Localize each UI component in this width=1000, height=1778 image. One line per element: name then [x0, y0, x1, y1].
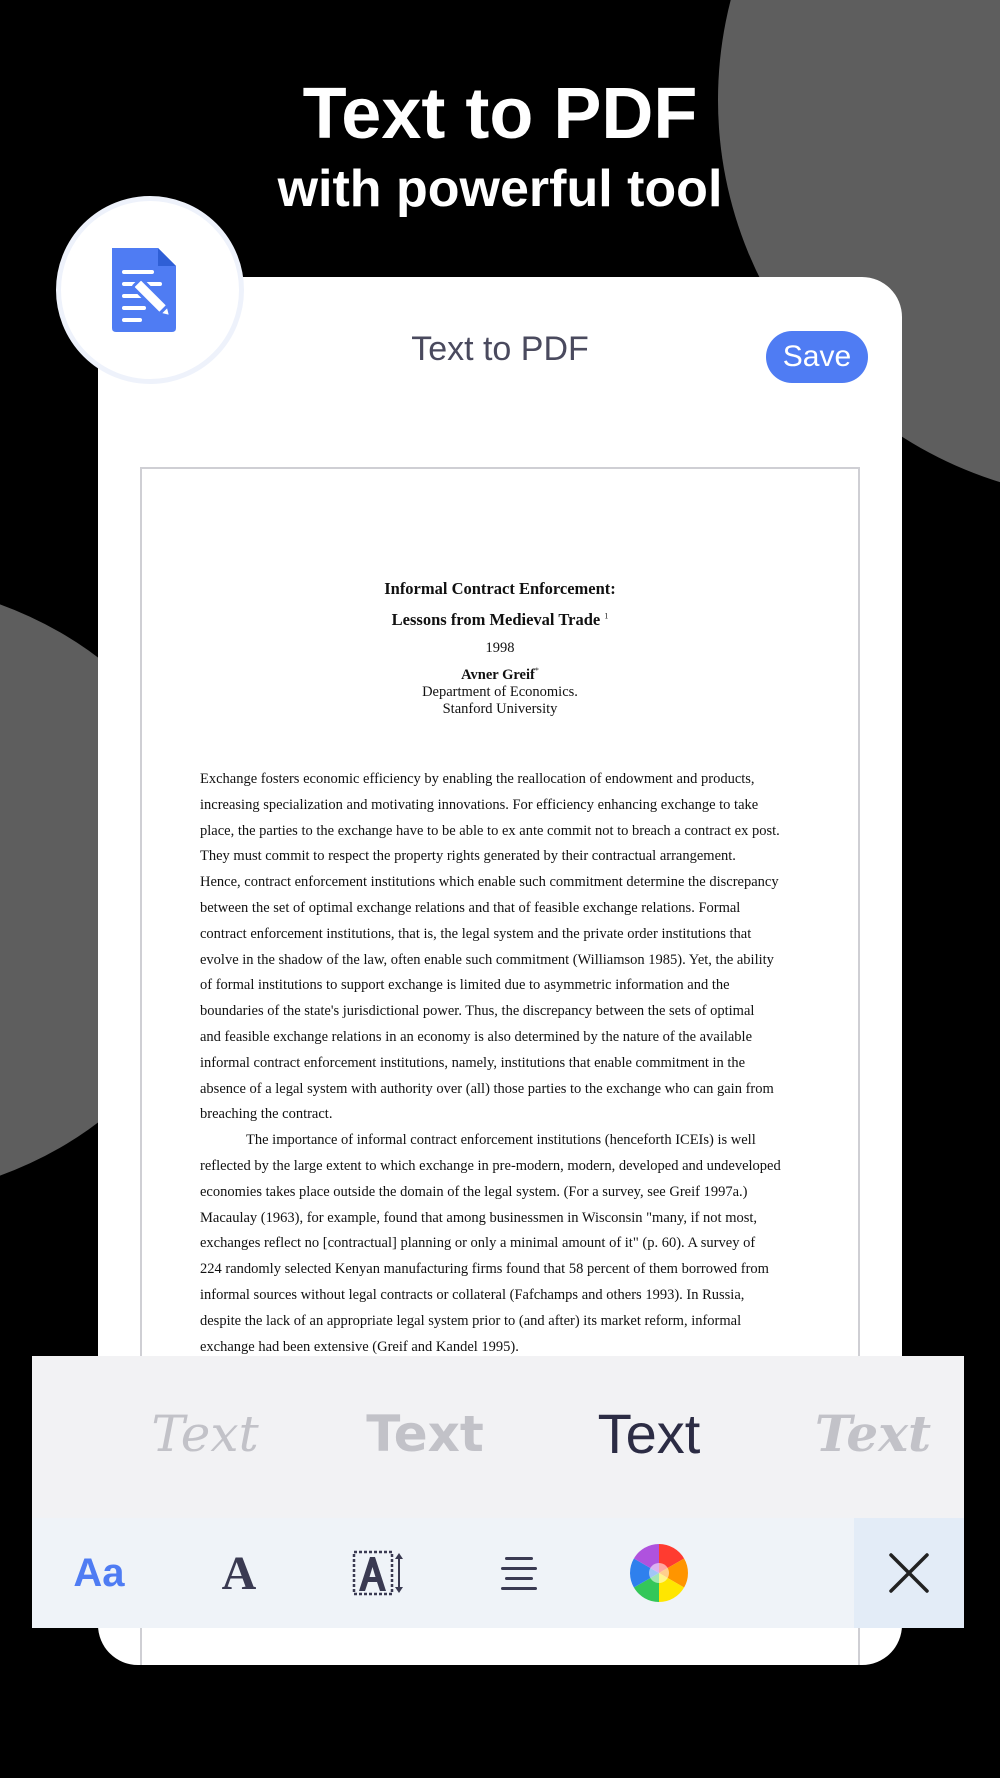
- document-title-line-2: Lessons from Medieval Trade $^1$: [391, 610, 609, 629]
- text-line: of formal institutions to support exchange is limited due to asymmetric information and the: [200, 977, 730, 994]
- text-line: breaching the contract.: [200, 1106, 333, 1123]
- text-line: place, the parties to the exchange have to be able to ex ante commit not to breach a contract ex post.: [200, 822, 780, 839]
- text-line: boundaries of the state's jurisdictional power. Thus, the discrepancy between the sets of optimal: [200, 1003, 755, 1020]
- text-line: informal sources without legal contracts or collateral (Fafchamps and others 1993). In Russia,: [200, 1286, 745, 1303]
- text-line: reflected by the large extent to which exchange in pre-modern, modern, developed and undeveloped: [200, 1157, 781, 1174]
- document-year: 1998: [485, 640, 515, 656]
- hero-subtitle: with powerful tool: [277, 160, 723, 218]
- close-icon: [887, 1551, 931, 1595]
- footnote-marker: 1: [604, 611, 609, 621]
- document-edit-icon: [104, 244, 196, 336]
- document-title-line-1: Informal Contract Enforcement:: [384, 579, 616, 598]
- text-line: absence of a legal system with authority over (all) those parties to the exchange who can gain from: [200, 1080, 774, 1097]
- font-button[interactable]: Aa: [73, 1550, 125, 1595]
- document-department: Department of Economics.: [422, 684, 578, 700]
- hero-title: Text to PDF: [302, 74, 698, 154]
- text-line: The importance of informal contract enforcement institutions (henceforth ICEIs) is well: [246, 1132, 756, 1149]
- close-button[interactable]: [854, 1518, 964, 1628]
- document-body: [200, 767, 800, 1360]
- text-line: Exchange fosters economic efficiency by enabling the reallocation of endowment and products,: [200, 771, 755, 787]
- align-button[interactable]: [474, 1518, 564, 1628]
- text-line: evolve in the shadow of the law, often enable such commitment (Williamson 1985). Yet, the ability: [200, 951, 774, 968]
- text-line: and feasible exchange relations in an economy is also determined by the nature of the available: [200, 1028, 752, 1045]
- color-button[interactable]: [614, 1518, 704, 1628]
- document-author: Avner Greif*: [461, 666, 539, 683]
- save-button[interactable]: Save: [766, 331, 868, 383]
- font-style-option-bold-italic[interactable]: Text: [814, 1404, 932, 1463]
- text-line: exchanges reflect no [contractual] planning or only a minimal amount of it" (p. 60). A survey of: [200, 1235, 756, 1252]
- text-line: exchange had been extensive (Greif and Kandel 1995).: [200, 1338, 519, 1355]
- font-style-option-regular-selected[interactable]: Text: [597, 1402, 701, 1465]
- font-style-picker: [32, 1356, 964, 1518]
- text-line: between the set of optimal exchange relations and that of feasible exchange relations. Formal: [200, 899, 741, 916]
- text-line: They must commit to respect the property rights generated by their contractual arrangement.: [200, 848, 736, 865]
- color-wheel-icon: [630, 1544, 688, 1602]
- text-line: despite the lack of an appropriate legal system prior to (and after) its market reform, informal: [200, 1312, 742, 1329]
- text-line: Hence, contract enforcement institutions which enable such commitment determine the discrepancy: [200, 874, 779, 891]
- text-line: 224 randomly selected Kenyan manufacturing firms found that 58 percent of them borrowed from: [200, 1261, 769, 1278]
- text-line: informal contract enforcement institutions, namely, institutions that enable commitment in the: [200, 1054, 746, 1071]
- page-title: Text to PDF: [411, 330, 589, 368]
- text-line: contract enforcement institutions, that is, the legal system and the private order institutions that: [200, 925, 752, 942]
- text-format-toolbar: [32, 1356, 964, 1628]
- app-badge: [56, 196, 244, 384]
- author-marker: *: [534, 666, 539, 675]
- text-size-icon: [351, 1547, 407, 1599]
- text-line: Macaulay (1963), for example, found that among businessmen in Wisconsin "many, if not most,: [200, 1209, 758, 1226]
- text-line: increasing specialization and motivating innovations. For efficiency enhancing exchange to take: [200, 796, 759, 813]
- text-size-button[interactable]: [334, 1518, 424, 1628]
- font-style-option-bold[interactable]: Text: [366, 1405, 484, 1463]
- text-style-button[interactable]: A: [221, 1546, 257, 1600]
- font-style-option-script[interactable]: Text: [151, 1405, 259, 1463]
- text-line: economies takes place outside the domain of the legal system. (For a survey, see Greif 1997a.): [200, 1183, 748, 1200]
- format-tools: [32, 1518, 964, 1628]
- document-university: Stanford University: [442, 701, 558, 717]
- align-center-icon: [497, 1553, 541, 1593]
